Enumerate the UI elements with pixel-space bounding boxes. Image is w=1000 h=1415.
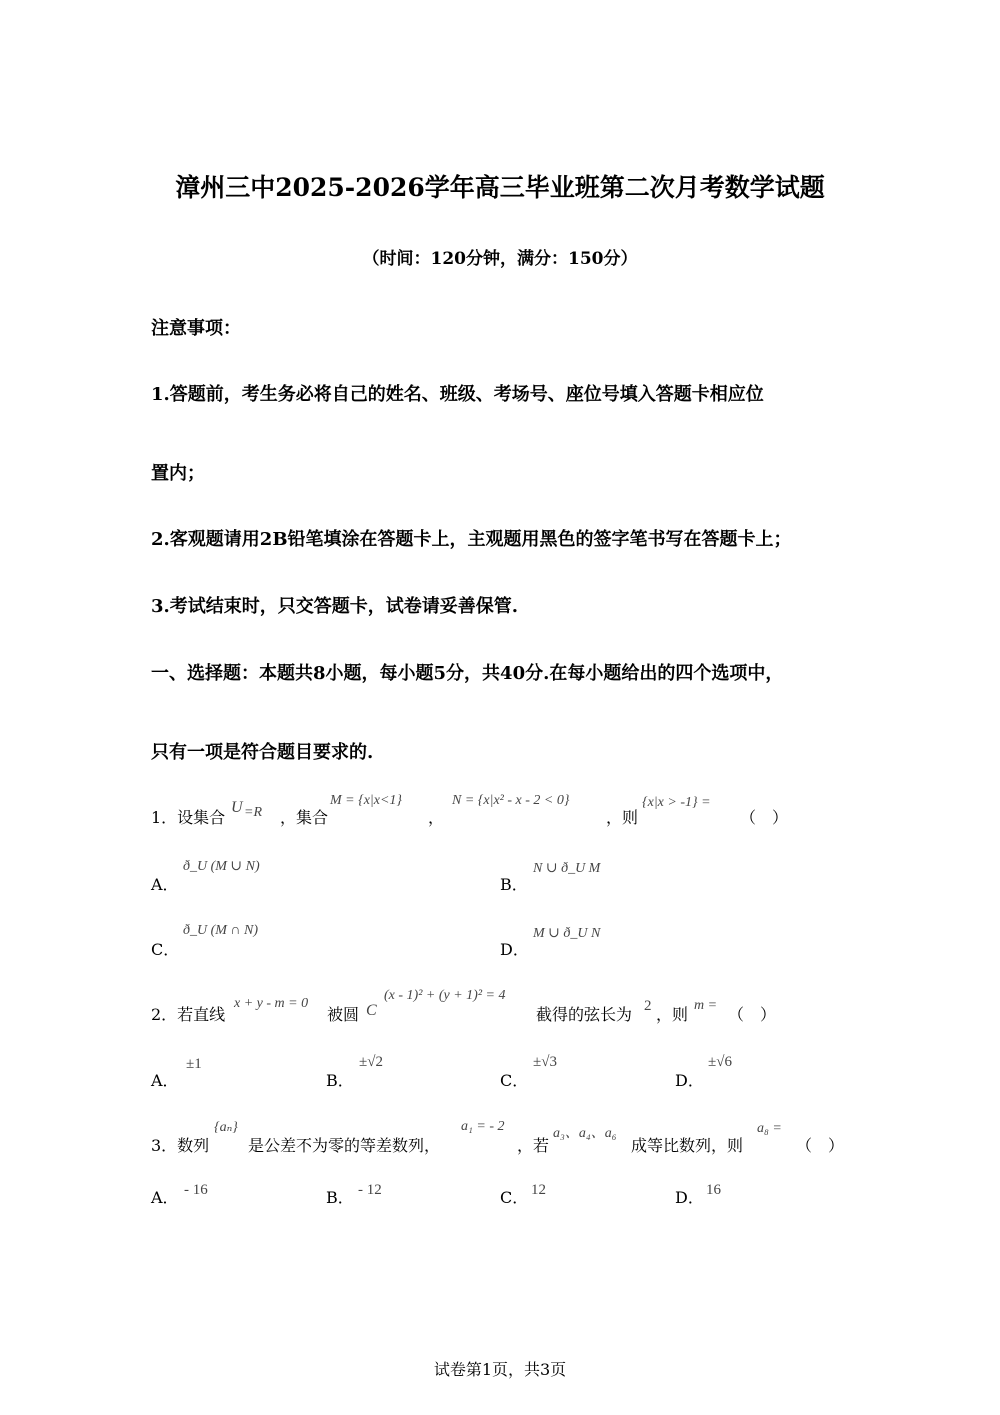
notice-item-3: 3.考试结束时，只交答题卡，试卷请妥善保管. bbox=[151, 596, 519, 617]
q2-circle-equation: (x - 1)² + (y + 1)² = 4 bbox=[384, 988, 506, 1003]
q2-option-c[interactable]: ±√3 bbox=[533, 1054, 557, 1070]
q1-stem-prefix: 1．设集合 bbox=[151, 808, 226, 827]
section-heading-cont: 只有一项是符合题目要求的. bbox=[151, 742, 374, 763]
q2-option-c-label[interactable]: C． bbox=[500, 1071, 529, 1090]
q2-option-a-label[interactable]: A． bbox=[151, 1071, 179, 1090]
q3-option-d[interactable]: 16 bbox=[706, 1182, 721, 1198]
q1-option-b[interactable]: N ∪ ð_U M bbox=[533, 861, 601, 876]
q3-sequence: {aₙ} bbox=[214, 1120, 238, 1135]
q3-stem-mid: 是公差不为零的等差数列， bbox=[248, 1136, 441, 1155]
q3-answer-paren: （ ） bbox=[796, 1136, 845, 1155]
q1-option-c-label[interactable]: C． bbox=[151, 940, 180, 959]
q3-option-b[interactable]: - 12 bbox=[358, 1182, 382, 1198]
q3-target-term: a₈ = bbox=[757, 1121, 782, 1136]
q3-stem-prefix: 3．数列 bbox=[151, 1136, 210, 1155]
q1-stem-then: ，则 bbox=[606, 808, 639, 827]
q2-option-a[interactable]: ±1 bbox=[186, 1056, 202, 1072]
page-footer: 试卷第1页，共3页 bbox=[433, 1360, 567, 1379]
q2-answer-paren: （ ） bbox=[728, 1005, 777, 1024]
q3-option-d-label[interactable]: D． bbox=[675, 1188, 704, 1207]
q1-option-b-label[interactable]: B． bbox=[500, 875, 528, 894]
q3-option-a-label[interactable]: A． bbox=[151, 1188, 179, 1207]
notice-heading: 注意事项： bbox=[151, 318, 241, 339]
q2-option-b[interactable]: ±√2 bbox=[359, 1054, 383, 1070]
q3-stem-if: ，若 bbox=[517, 1136, 550, 1155]
q3-option-c-label[interactable]: C． bbox=[500, 1188, 529, 1207]
q1-set-m: M = {x|x<1} bbox=[330, 793, 403, 808]
q2-stem-prefix: 2．若直线 bbox=[151, 1005, 226, 1024]
q3-terms: a₃、a₄、a₆ bbox=[553, 1126, 617, 1141]
q1-option-a-label[interactable]: A． bbox=[151, 875, 179, 894]
q2-chord-length: 2 bbox=[644, 998, 652, 1014]
q3-option-b-label[interactable]: B． bbox=[326, 1188, 354, 1207]
q2-stem-then: ，则 bbox=[656, 1005, 689, 1024]
q1-universal-eq: =R bbox=[244, 805, 262, 820]
q3-option-c[interactable]: 12 bbox=[531, 1182, 546, 1198]
q2-circle-name: C bbox=[366, 1002, 377, 1019]
q3-first-term: a₁ = - 2 bbox=[461, 1119, 505, 1134]
q2-stem-chord: 截得的弦长为 bbox=[536, 1005, 633, 1024]
exam-info: （时间：120分钟，满分：150分） bbox=[362, 249, 638, 269]
q1-option-d[interactable]: M ∪ ð_U N bbox=[533, 926, 601, 941]
q1-answer-paren: （ ） bbox=[740, 808, 789, 827]
notice-item-1-cont: 置内； bbox=[151, 463, 205, 484]
q3-option-a[interactable]: - 16 bbox=[184, 1182, 208, 1198]
q2-option-d[interactable]: ±√6 bbox=[708, 1054, 732, 1070]
q1-target-set: {x|x > -1} = bbox=[642, 795, 711, 810]
section-heading: 一、选择题：本题共8小题，每小题5分，共40分.在每小题给出的四个选项中， bbox=[151, 663, 784, 684]
notice-item-2: 2.客观题请用2B铅笔填涂在答题卡上，主观题用黑色的签字笔书写在答题卡上； bbox=[151, 529, 792, 550]
q3-stem-geo: 成等比数列，则 bbox=[631, 1136, 744, 1155]
q1-stem-mid: ，集合 bbox=[280, 808, 329, 827]
q1-set-n: N = {x|x² - x - 2 < 0} bbox=[452, 793, 570, 808]
q1-comma: ， bbox=[428, 808, 445, 827]
q1-option-a[interactable]: ð_U (M ∪ N) bbox=[183, 859, 260, 874]
q2-line-equation: x + y - m = 0 bbox=[234, 996, 309, 1011]
q2-stem-mid: 被圆 bbox=[327, 1005, 360, 1024]
q2-unknown: m = bbox=[694, 998, 718, 1013]
page-title: 漳州三中2025-2026学年高三毕业班第二次月考数学试题 bbox=[175, 173, 825, 202]
q1-universal-set: U bbox=[231, 799, 243, 816]
q1-option-c[interactable]: ð_U (M ∩ N) bbox=[183, 923, 259, 938]
q2-option-d-label[interactable]: D． bbox=[675, 1071, 704, 1090]
notice-item-1: 1.答题前，考生务必将自己的姓名、班级、考场号、座位号填入答题卡相应位 bbox=[151, 384, 764, 405]
q2-option-b-label[interactable]: B． bbox=[326, 1071, 354, 1090]
q1-option-d-label[interactable]: D． bbox=[500, 940, 529, 959]
